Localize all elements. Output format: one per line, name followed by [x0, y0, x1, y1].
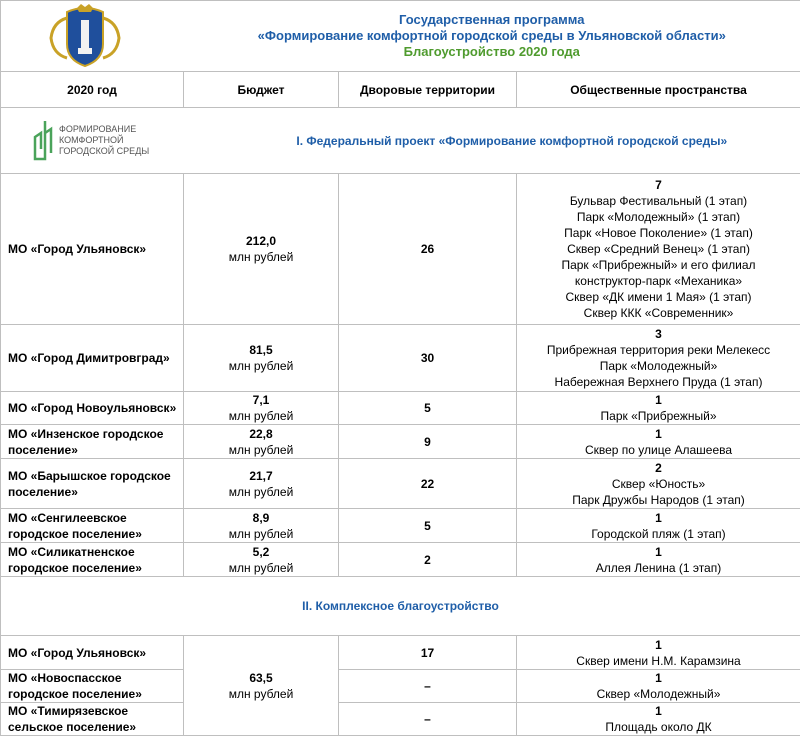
- budget-value: 81,5: [184, 342, 338, 358]
- section-1-title: I. Федеральный проект «Формирование комфортной городской среды»: [184, 108, 800, 174]
- spaces-cell: [517, 392, 800, 425]
- yards-cell: –: [339, 670, 517, 703]
- budget-value: 8,9: [184, 510, 338, 526]
- spaces-count: 1: [517, 670, 800, 686]
- budget-cell: [184, 636, 339, 736]
- table-row: [1, 703, 800, 736]
- mo-name: МО «Инзенское городское: [8, 426, 183, 442]
- yards-cell: 17: [339, 636, 517, 670]
- spaces-cell: [517, 509, 800, 543]
- table-row: [1, 425, 800, 459]
- yards-cell: 5: [339, 509, 517, 543]
- budget-cell: [184, 325, 339, 392]
- mo-name-cont: сельское поселение»: [8, 719, 183, 735]
- space-item: Парк «Молодежный»: [517, 358, 800, 374]
- table-row: [1, 543, 800, 577]
- yards-cell: 9: [339, 425, 517, 459]
- yards-cell: 22: [339, 459, 517, 509]
- coat-of-arms-icon: [47, 4, 123, 70]
- mo-cell: [1, 670, 184, 703]
- space-item: Бульвар Фестивальный (1 этап): [517, 193, 800, 209]
- mo-name-cont: городское поселение»: [8, 526, 183, 542]
- budget-value: 5,2: [184, 544, 338, 560]
- mo-cell: [1, 425, 184, 459]
- logo-line-3: ГОРОДСКОЙ СРЕДЫ: [59, 146, 149, 157]
- mo-name-cont: городское поселение»: [8, 686, 183, 702]
- table-row: [1, 174, 800, 325]
- budget-unit: млн рублей: [184, 484, 338, 500]
- title-line-1: Государственная программа: [184, 12, 800, 28]
- budget-unit: млн рублей: [184, 686, 338, 702]
- table-row: [1, 392, 800, 425]
- space-item: Сквер имени Н.М. Карамзина: [517, 653, 800, 669]
- section-1-rows: [1, 174, 800, 577]
- crest-cell: [1, 1, 184, 72]
- header-budget: Бюджет: [184, 72, 339, 108]
- space-item: Сквер «Юность»: [517, 476, 800, 492]
- table-row: [1, 325, 800, 392]
- mo-cell: [1, 543, 184, 577]
- spaces-count: 2: [517, 460, 800, 476]
- budget-cell: [184, 543, 339, 577]
- yards-cell: 30: [339, 325, 517, 392]
- section-1-row: [1, 108, 800, 174]
- spaces-cell: [517, 325, 800, 392]
- space-item: Прибрежная территория реки Мелекесс: [517, 342, 800, 358]
- space-item: Парк «Прибрежный»: [517, 408, 800, 424]
- spaces-count: 1: [517, 392, 800, 408]
- mo-cell: [1, 459, 184, 509]
- header-spaces: Общественные пространства: [517, 72, 800, 108]
- spaces-cell: [517, 543, 800, 577]
- section-2-rows: [1, 636, 800, 736]
- yards-cell: 2: [339, 543, 517, 577]
- budget-cell: [184, 425, 339, 459]
- logo-line-1: ФОРМИРОВАНИЕ: [59, 124, 149, 135]
- space-item: Набережная Верхнего Пруда (1 этап): [517, 374, 800, 390]
- mo-name-cont: поселение»: [8, 484, 183, 500]
- spaces-count: 1: [517, 703, 800, 719]
- mo-name-cont: городское поселение»: [8, 560, 183, 576]
- comfortable-environment-logo-icon: [31, 119, 55, 163]
- mo-name: МО «Новоспасское: [8, 670, 183, 686]
- header-row: [1, 72, 800, 108]
- mo-cell: [1, 392, 184, 425]
- yards-cell: 5: [339, 392, 517, 425]
- space-item: Парк «Прибрежный» и его филиал: [517, 257, 800, 273]
- budget-value: 212,0: [184, 233, 338, 249]
- budget-unit: млн рублей: [184, 526, 338, 542]
- space-item: Аллея Ленина (1 этап): [517, 560, 800, 576]
- logo-cell: [1, 108, 184, 174]
- budget-value: 63,5: [184, 670, 338, 686]
- mo-cell: [1, 509, 184, 543]
- title-line-3: Благоустройство 2020 года: [184, 44, 800, 60]
- spaces-cell: [517, 636, 800, 670]
- mo-name: МО «Тимирязевское: [8, 703, 183, 719]
- spaces-count: 1: [517, 426, 800, 442]
- table-row: [1, 459, 800, 509]
- mo-name: МО «Город Ульяновск»: [8, 241, 183, 257]
- spaces-cell: [517, 425, 800, 459]
- spaces-cell: [517, 174, 800, 325]
- budget-cell: [184, 174, 339, 325]
- mo-name: МО «Барышское городское: [8, 468, 183, 484]
- mo-name-cont: поселение»: [8, 442, 183, 458]
- space-item: Сквер ККК «Современник»: [517, 305, 800, 321]
- mo-cell: [1, 636, 184, 670]
- space-item: Парк Дружбы Народов (1 этап): [517, 492, 800, 508]
- space-item: Площадь около ДК: [517, 719, 800, 735]
- mo-cell: [1, 703, 184, 736]
- title-line-2: «Формирование комфортной городской среды в Ульяновской области»: [184, 28, 800, 44]
- table-row: [1, 509, 800, 543]
- budget-unit: млн рублей: [184, 442, 338, 458]
- budget-value: 7,1: [184, 392, 338, 408]
- table-row: [1, 670, 800, 703]
- spaces-count: 1: [517, 510, 800, 526]
- space-item: Парк «Молодежный» (1 этап): [517, 209, 800, 225]
- space-item: конструктор-парк «Механика»: [517, 273, 800, 289]
- mo-name: МО «Город Новоульяновск»: [8, 400, 183, 416]
- space-item: Сквер по улице Алашеева: [517, 442, 800, 458]
- spaces-count: 1: [517, 637, 800, 653]
- space-item: Парк «Новое Поколение» (1 этап): [517, 225, 800, 241]
- budget-cell: [184, 392, 339, 425]
- mo-name: МО «Сенгилеевское: [8, 510, 183, 526]
- spaces-cell: [517, 459, 800, 509]
- header-yards: Дворовые территории: [339, 72, 517, 108]
- mo-cell: [1, 325, 184, 392]
- spaces-cell: [517, 703, 800, 736]
- header-year: 2020 год: [1, 72, 184, 108]
- space-item: Сквер «Средний Венец» (1 этап): [517, 241, 800, 257]
- space-item: Городской пляж (1 этап): [517, 526, 800, 542]
- section-2-row: [1, 577, 800, 636]
- budget-value: 21,7: [184, 468, 338, 484]
- budget-unit: млн рублей: [184, 249, 338, 265]
- mo-name: МО «Город Ульяновск»: [8, 645, 183, 661]
- budget-unit: млн рублей: [184, 408, 338, 424]
- space-item: Сквер «Молодежный»: [517, 686, 800, 702]
- mo-cell: [1, 174, 184, 325]
- spaces-count: 1: [517, 544, 800, 560]
- mo-name: МО «Силикатненское: [8, 544, 183, 560]
- section-2-title: II. Комплексное благоустройство: [1, 577, 800, 636]
- page-title: [184, 1, 800, 72]
- spaces-count: 3: [517, 326, 800, 342]
- space-item: Сквер «ДК имени 1 Мая» (1 этап): [517, 289, 800, 305]
- budget-cell: [184, 509, 339, 543]
- budget-unit: млн рублей: [184, 358, 338, 374]
- budget-value: 22,8: [184, 426, 338, 442]
- spaces-cell: [517, 670, 800, 703]
- budget-unit: млн рублей: [184, 560, 338, 576]
- mo-name: МО «Город Димитровград»: [8, 350, 183, 366]
- budget-cell: [184, 459, 339, 509]
- yards-cell: –: [339, 703, 517, 736]
- spaces-count: 7: [517, 177, 800, 193]
- table-row: [1, 636, 800, 670]
- logo-line-2: КОМФОРТНОЙ: [59, 135, 149, 146]
- title-row: [1, 1, 800, 72]
- yards-cell: 26: [339, 174, 517, 325]
